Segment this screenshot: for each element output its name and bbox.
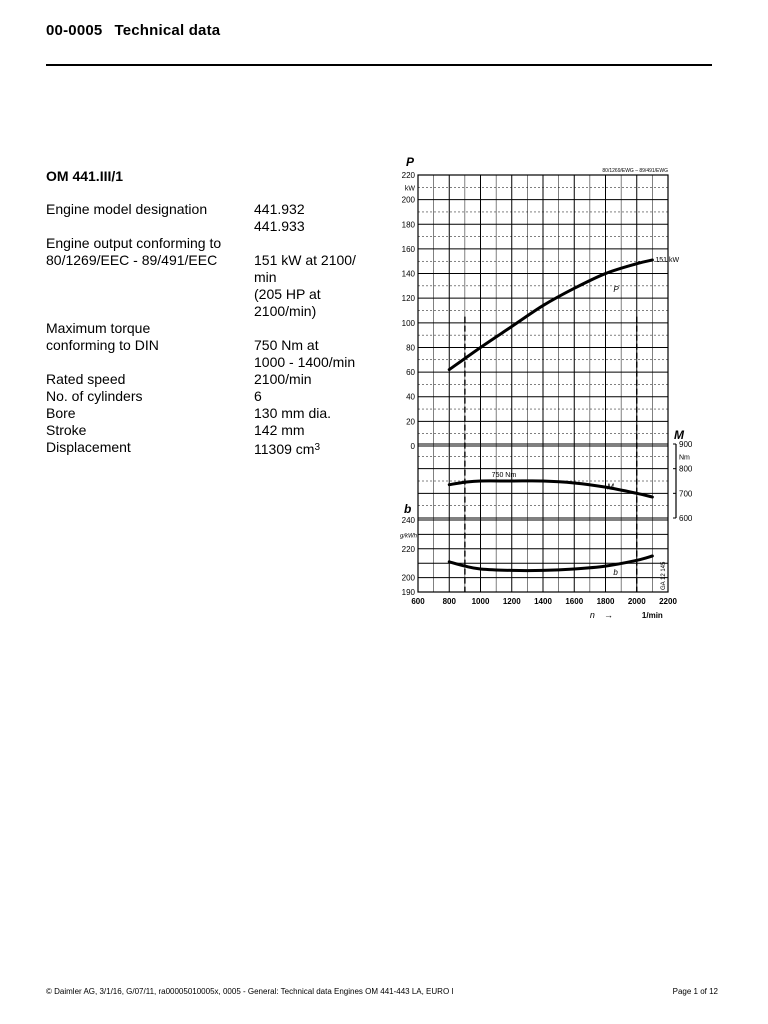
spec-label: No. of cylinders xyxy=(46,388,143,404)
spec-value xyxy=(254,235,366,252)
spec-label xyxy=(46,269,254,286)
spec-row xyxy=(46,405,376,422)
spec-row xyxy=(46,303,376,320)
spec-label: Bore xyxy=(46,405,76,421)
bsfc-tick-label: 220 xyxy=(401,544,415,554)
engine-performance-chart xyxy=(388,150,700,630)
bsfc-axis-symbol: b xyxy=(404,502,412,516)
spec-label: conforming to DIN xyxy=(46,337,159,353)
spec-row xyxy=(46,235,376,252)
torque-peak-label: 750 Nm xyxy=(491,472,517,479)
footer-page-number: Page 1 of 12 xyxy=(672,987,718,996)
torque-axis-unit: Nm xyxy=(679,454,690,462)
engine-model: OM 441.III/1 xyxy=(46,168,124,184)
x-tick-label: 1000 xyxy=(471,597,490,606)
torque-tick-label: 600 xyxy=(679,514,693,523)
spec-value: 11309 $cm^3$ xyxy=(254,441,321,457)
document-number: 00-0005 xyxy=(46,22,103,39)
spec-value: 151 kW at 2100/ xyxy=(254,252,356,268)
spec-value: 2100/min xyxy=(254,371,312,387)
spec-value: 1000 - 1400/min xyxy=(254,354,356,370)
power-tick-label: 220 xyxy=(401,171,415,180)
x-tick-label: 1800 xyxy=(596,597,615,606)
x-tick-label: 800 xyxy=(442,597,456,606)
power-tick-label: 140 xyxy=(401,269,415,279)
torque-tick-label: 800 xyxy=(679,464,693,474)
spec-label: Displacement xyxy=(46,439,131,455)
spec-row xyxy=(46,286,376,303)
spec-label: Engine output conforming to xyxy=(46,235,222,251)
torque-axis-symbol: M xyxy=(674,428,684,442)
torque-tick-label: 700 xyxy=(679,489,693,499)
spec-value: 6 xyxy=(254,388,262,404)
torque-curve xyxy=(449,481,652,497)
x-tick-label: 2200 xyxy=(659,597,677,606)
bsfc-tick-label: 200 xyxy=(401,573,415,583)
document-heading: Technical data xyxy=(114,22,221,39)
x-axis-symbol: n xyxy=(589,610,595,620)
bsfc-curve-label: b xyxy=(613,567,618,577)
power-axis-unit: kW xyxy=(404,185,415,193)
torque-tick-label: 900 xyxy=(679,440,693,449)
power-axis-symbol: P xyxy=(406,155,415,169)
spec-value: 2100/min) xyxy=(254,303,317,319)
spec-row xyxy=(46,337,376,354)
spec-value: min xyxy=(254,269,277,285)
spec-row xyxy=(46,388,376,405)
power-tick-label: 0 xyxy=(410,442,415,451)
power-curve xyxy=(449,260,652,370)
bsfc-tick-label: 190 xyxy=(401,588,415,597)
x-tick-label: 600 xyxy=(411,597,425,606)
spec-label: 80/1269/EEC - 89/491/EEC xyxy=(46,252,218,268)
spec-list xyxy=(46,201,376,458)
spec-value: 441.932 xyxy=(254,201,305,217)
spec-row xyxy=(46,252,376,269)
power-tick-label: 180 xyxy=(401,220,415,230)
spec-label xyxy=(46,286,254,303)
power-tick-label: 160 xyxy=(401,244,415,254)
spec-value: 142 mm xyxy=(254,422,305,438)
power-tick-label: 40 xyxy=(406,392,415,402)
power-tick-label: 80 xyxy=(406,343,415,353)
torque-curve-label: M xyxy=(607,482,614,492)
spec-row xyxy=(46,320,376,337)
bsfc-tick-label: 240 xyxy=(401,516,415,525)
chart-header-note: 80/1269/EWG – 89/491/EWG xyxy=(602,168,668,174)
x-tick-label: 1600 xyxy=(565,597,584,606)
spec-label: Engine model designation xyxy=(46,201,208,217)
spec-value: 441.933 xyxy=(254,218,305,234)
spec-value: 750 Nm at xyxy=(254,337,319,353)
spec-row xyxy=(46,201,376,218)
power-tick-label: 60 xyxy=(406,368,415,378)
spec-label xyxy=(46,303,254,320)
spec-row xyxy=(46,218,376,235)
x-axis-arrow: → xyxy=(603,610,613,620)
spec-row xyxy=(46,269,376,286)
power-tick-label: 20 xyxy=(406,417,415,427)
spec-label: Stroke xyxy=(46,422,87,438)
power-tick-label: 120 xyxy=(401,294,415,304)
spec-row xyxy=(46,439,376,458)
document-title xyxy=(46,22,220,39)
x-axis-unit: 1/min xyxy=(641,611,663,620)
spec-row xyxy=(46,354,376,371)
power-curve-label: P xyxy=(613,285,619,295)
header-rule xyxy=(46,64,712,66)
footer-copyright: © Daimler AG, 3/1/16, G/07/11, ra00005010005x, 0005 - General: Technical data Engines OM 441-443 LA, EURO I xyxy=(46,987,454,996)
x-tick-label: 1400 xyxy=(534,597,552,606)
chart-side-code: GA 12 145 xyxy=(661,561,667,590)
spec-value: 130 mm dia. xyxy=(254,405,332,421)
spec-label: Maximum torque xyxy=(46,320,151,336)
spec-value-superscript: 3 xyxy=(314,442,321,453)
spec-value xyxy=(254,320,366,337)
bsfc-axis-unit: g/kWh xyxy=(399,533,417,540)
power-tick-label: 100 xyxy=(401,318,415,328)
x-tick-label: 1200 xyxy=(502,597,521,606)
spec-value: (205 HP at xyxy=(254,286,321,302)
x-tick-label: 2000 xyxy=(627,597,646,606)
spec-label: Rated speed xyxy=(46,371,126,387)
spec-label xyxy=(46,354,254,371)
spec-row xyxy=(46,371,376,388)
power-end-label: 151 kW xyxy=(655,256,680,264)
spec-label xyxy=(46,218,254,235)
spec-row xyxy=(46,422,376,439)
power-tick-label: 200 xyxy=(401,195,415,205)
